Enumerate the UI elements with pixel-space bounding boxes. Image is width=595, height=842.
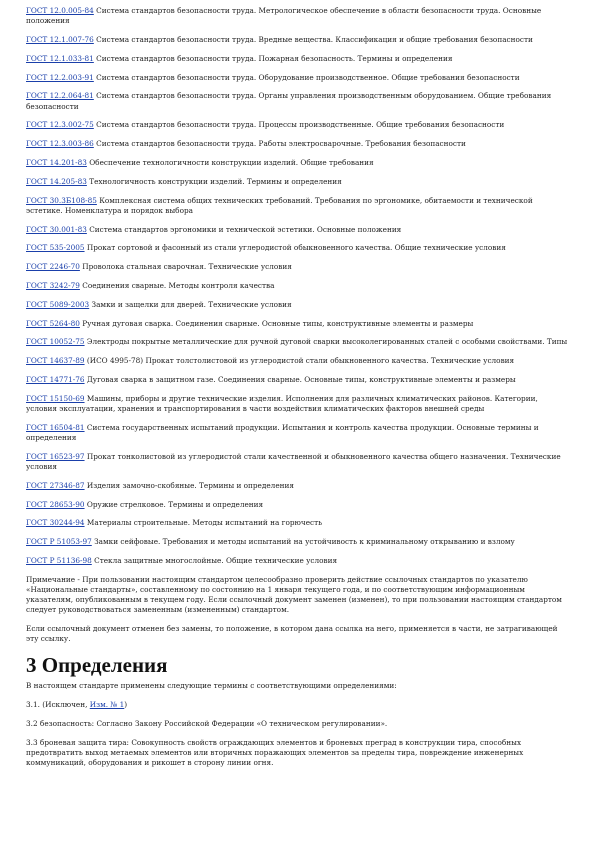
definition-3-1-text: 3.1. (Исключен, xyxy=(26,699,88,709)
reference-item xyxy=(26,158,569,168)
standard-link[interactable]: ГОСТ 30244-94 xyxy=(26,518,85,528)
standard-link[interactable]: ГОСТ 28653-90 xyxy=(26,499,85,509)
cancelled-reference-note: Если ссылочный документ отменен без замены, то положение, в котором дана ссылка на него, применяется в части, не затрагивающей эту ссылку. xyxy=(26,624,558,644)
reference-item xyxy=(26,300,569,310)
standard-title: Система государственных испытаний продукции. Испытания и контроль качества продукции. Основные термины и определения xyxy=(26,422,539,442)
reference-item xyxy=(26,556,569,566)
standard-title: Ручная дуговая сварка. Соединения сварные. Основные типы, конструктивные элементы и размеры xyxy=(82,318,474,328)
standard-link[interactable]: ГОСТ 12.1.007-76 xyxy=(26,35,94,44)
standard-title: Изделия замочно-скобяные. Термины и определения xyxy=(86,480,294,490)
standard-link[interactable]: ГОСТ 14.201-83 xyxy=(26,157,87,167)
reference-item xyxy=(26,139,569,149)
reference-item xyxy=(26,518,569,528)
reference-item xyxy=(26,281,569,291)
standard-title: Система стандартов безопасности труда. Работы электросварочные. Требования безопасности xyxy=(96,139,466,149)
standard-title: Дуговая сварка в защитном газе. Соединения сварные. Основные типы, конструктивные элементы и размеры xyxy=(86,374,516,384)
reference-item xyxy=(26,225,569,235)
standard-title: Система стандартов безопасности труда. Органы управления производственным оборудованием. Общие требования безопасности xyxy=(26,91,552,111)
reference-item xyxy=(26,537,569,547)
standard-link[interactable]: ГОСТ 2246-70 xyxy=(26,262,80,272)
reference-item xyxy=(26,423,569,443)
amendment-link[interactable]: Изм. № 1 xyxy=(89,699,125,709)
standard-title: Материалы строительные. Методы испытаний на горючесть xyxy=(86,518,323,528)
standard-title: Оружие стрелковое. Термины и определения xyxy=(86,499,264,509)
document-page xyxy=(26,6,569,777)
definition-3-1 xyxy=(26,700,569,710)
reference-item xyxy=(26,243,569,253)
standard-title: Проволока стальная сварочная. Технические условия xyxy=(82,262,292,272)
standard-link[interactable]: ГОСТ 12.2.064-81 xyxy=(26,91,94,101)
reference-item xyxy=(26,35,569,45)
reference-item xyxy=(26,500,569,510)
standard-link[interactable]: ГОСТ 12.1.033-81 xyxy=(26,53,94,63)
reference-item xyxy=(26,196,569,216)
standard-title: Машины, приборы и другие технические изделия. Исполнения для различных климатических районов. Категории, условия эксплуатации, хранения и транспортирования в части воздействия климатических факторов внешней среды xyxy=(26,393,538,413)
reference-item xyxy=(26,177,569,187)
standard-title: Система стандартов эргономики и технической эстетики. Основные положения xyxy=(89,224,402,234)
standard-title: Прокат сортовой и фасонный из стали углеродистой обыкновенного качества. Общие технические условия xyxy=(86,243,506,253)
standard-title: Система стандартов безопасности труда. Оборудование производственное. Общие требования безопасности xyxy=(96,72,520,82)
reference-item xyxy=(26,319,569,329)
definitions-intro: В настоящем стандарте применены следующие термины с соответствующими определениями: xyxy=(26,681,397,691)
standard-link[interactable]: ГОСТ 5264-80 xyxy=(26,318,80,328)
standard-link[interactable]: ГОСТ 14637-89 xyxy=(26,356,85,366)
standard-link[interactable]: ГОСТ 12.2.003-91 xyxy=(26,72,94,82)
standard-title: Комплексная система общих технических требований. Требования по эргономике, обитаемости и технической эстетике. Номенклатура и порядок выбора xyxy=(26,195,533,215)
reference-item xyxy=(26,6,569,26)
reference-item xyxy=(26,91,569,111)
standard-link[interactable]: ГОСТ 535-2005 xyxy=(26,243,85,253)
standard-link[interactable]: ГОСТ 30.001-83 xyxy=(26,224,87,234)
standard-title: Система стандартов безопасности труда. Пожарная безопасность. Термины и определения xyxy=(96,53,453,63)
standard-title: Система стандартов безопасности труда. Метрологическое обеспечение в области безопасности труда. Основные положения xyxy=(26,6,542,26)
standard-link[interactable]: ГОСТ 27346-87 xyxy=(26,480,85,490)
reference-item xyxy=(26,262,569,272)
standard-title: Электроды покрытые металлические для ручной дуговой сварки высоколегированных сталей с особыми свойствами. Типы xyxy=(86,337,568,347)
standard-title: Прокат тонколистовой из углеродистой стали качественной и обыкновенного качества общего назначения. Технические условия xyxy=(26,451,561,471)
standard-title: Стекла защитные многослойные. Общие технические условия xyxy=(94,555,338,565)
standard-link[interactable]: ГОСТ 16504-81 xyxy=(26,422,85,432)
definition-3-1-close: ) xyxy=(124,699,128,709)
section-heading: 3 Определения xyxy=(26,653,168,678)
reference-item xyxy=(26,120,569,130)
standard-link[interactable]: ГОСТ 10052-75 xyxy=(26,337,85,347)
reference-item xyxy=(26,337,569,347)
definition-3-2: 3.2 безопасность: Согласно Закону Российской Федерации «О техническом регулировании». xyxy=(26,718,388,728)
reference-item xyxy=(26,481,569,491)
standard-link[interactable]: ГОСТ 16523-97 xyxy=(26,451,85,461)
standard-title: Замки сейфовые. Требования и методы испытаний на устойчивость к криминальному открыванию и взлому xyxy=(94,537,515,547)
reference-item xyxy=(26,54,569,64)
standard-title: Система стандартов безопасности труда. Вредные вещества. Классификация и общие требования безопасности xyxy=(96,35,533,44)
standard-link[interactable]: ГОСТ 14771-76 xyxy=(26,374,85,384)
standard-link[interactable]: ГОСТ 14.205-83 xyxy=(26,176,87,186)
standard-title: Соединения сварные. Методы контроля качества xyxy=(82,280,275,290)
standard-title: Технологичность конструкции изделий. Термины и определения xyxy=(89,176,342,186)
standard-link[interactable]: ГОСТ 5089-2003 xyxy=(26,299,90,309)
standard-title: Система стандартов безопасности труда. Процессы производственные. Общие требования безопасности xyxy=(96,120,505,130)
reference-item xyxy=(26,73,569,83)
definition-3-3: 3.3 броневая защита тира: Совокупность свойств ограждающих элементов и броневых преград в конструкции тира, способных предотвратить выход метаемых элементов или вторичных поражающих элементов за пределы тира, повреждение инженерных коммуникаций, оборудования и рикошет в сторону линии огня. xyxy=(26,737,524,767)
standard-title: Замки и защелки для дверей. Технические условия xyxy=(91,299,292,309)
reference-item xyxy=(26,394,569,414)
reference-item xyxy=(26,452,569,472)
standard-link[interactable]: ГОСТ 12.3.002-75 xyxy=(26,120,94,130)
reference-item xyxy=(26,356,569,366)
reference-item xyxy=(26,375,569,385)
standard-link[interactable]: ГОСТ 12.3.003-86 xyxy=(26,139,94,149)
standard-link[interactable]: ГОСТ 12.0.005-84 xyxy=(26,6,94,15)
standard-link[interactable]: ГОСТ 15150-69 xyxy=(26,393,85,403)
standard-link[interactable]: ГОСТ Р 51136-98 xyxy=(26,555,92,565)
standard-title: Обеспечение технологичности конструкции изделий. Общие требования xyxy=(89,157,374,167)
standard-link[interactable]: ГОСТ 3242-79 xyxy=(26,280,80,290)
reference-note: Примечание - При пользовании настоящим стандартом целесообразно проверить действие ссылочных стандартов по указателю «Национальные стандарты», составленному по состоянию на 1 января текущего года, и по соответствующим информационным указателям, опубликованным в текущем году. Если ссылочный документ заменен (изменен), то при пользовании настоящим стандартом следует руководствоваться замененным (измененным) стандартом. xyxy=(26,574,562,615)
normative-references-list xyxy=(26,6,569,566)
standard-link[interactable]: ГОСТ Р 51053-97 xyxy=(26,537,92,547)
standard-title: (ИСО 4995-78) Прокат толстолистовой из углеродистой стали обыкновенного качества. Технические условия xyxy=(86,356,515,366)
standard-link[interactable]: ГОСТ 30.3Б108-85 xyxy=(26,195,97,205)
